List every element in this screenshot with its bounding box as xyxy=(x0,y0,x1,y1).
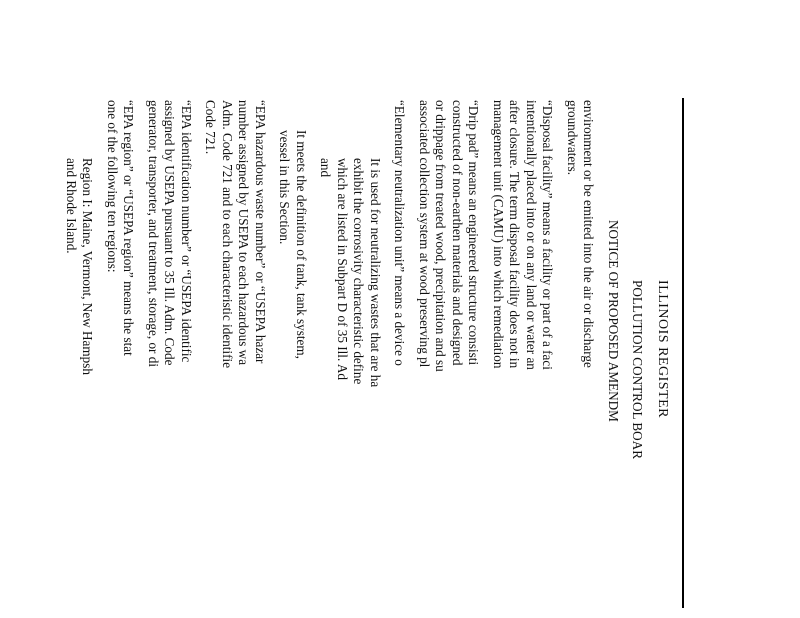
paragraph-disposal-facility xyxy=(490,100,556,618)
subparagraph-region-1 xyxy=(63,100,96,618)
text-line: vessel in this Section. xyxy=(277,130,293,245)
header-rule xyxy=(682,98,684,608)
text-line: management unit (CAMU) into which remediation xyxy=(491,100,506,369)
text-line: “EPA region” or “USEPA region” means the stat xyxy=(121,100,137,356)
text-line: “EPA identification number” or “USEPA identific xyxy=(179,100,194,363)
text-line: which are listed in Subpart D of 35 Ill. Ad xyxy=(335,158,350,380)
text-line: It meets the definition of tank, tank system, xyxy=(294,130,309,359)
text-line: “Disposal facility” means a facility or part of a faci xyxy=(540,100,556,370)
text-line: constructed of non-earthen materials and designed xyxy=(450,100,465,366)
text-line: “EPA hazardous waste number” or “USEPA hazar xyxy=(253,100,268,364)
text-line: Region I: Maine, Vermont, New Hampsh xyxy=(80,158,96,375)
paragraph-elementary-neutralization xyxy=(391,100,408,618)
text-line: “Drip pad” means an engineered structure consisti xyxy=(466,100,482,366)
text-line: one of the following ten regions: xyxy=(105,100,120,273)
text-line: and xyxy=(318,158,334,178)
text-line: exhibit the corrosivity characteristic define xyxy=(351,158,367,385)
text-line: “Elementary neutralization unit” means a device o xyxy=(392,100,408,366)
paragraph-p0 xyxy=(564,100,597,618)
paragraph-epa-hazardous-waste-number xyxy=(202,100,268,618)
text-line: intentionally placed into or on any land or water an xyxy=(524,100,539,370)
paragraph-drip-pad xyxy=(416,100,482,618)
text-line: number assigned by USEPA to each hazardous wa xyxy=(236,100,252,366)
board-title: POLLUTION CONTROL BOAR xyxy=(630,280,646,460)
text-line: groundwaters. xyxy=(565,100,580,176)
notice-title: NOTICE OF PROPOSED AMENDM xyxy=(606,220,621,422)
text-line: Adm. Code 721 and to each characteristic identifie xyxy=(220,100,235,369)
subparagraph-tank-definition xyxy=(276,100,309,618)
text-line: It is used for neutralizing wastes that are ha xyxy=(368,158,383,388)
text-line: after closure. The term disposal facility does not in xyxy=(507,100,523,369)
text-line: or drippage from treated wood, precipitation and su xyxy=(433,100,449,372)
subparagraph-neutralizing xyxy=(317,100,383,618)
paragraph-epa-region xyxy=(104,100,137,618)
rotated-document-body xyxy=(63,100,671,618)
paragraph-epa-identification-number xyxy=(145,100,195,618)
text-line: associated collection system at wood preserving pl xyxy=(417,100,432,368)
text-line: and Rhode Island. xyxy=(64,158,79,254)
text-line: assigned by USEPA pursuant to 35 Ill. Adm. Code xyxy=(162,100,178,366)
register-title: ILLINOIS REGISTER xyxy=(655,280,670,418)
text-line: Code 721. xyxy=(203,100,219,155)
text-line: environment or be emitted into the air or discharge xyxy=(581,100,597,368)
text-line: generator, transporter, and treatment, storage, or di xyxy=(146,100,161,367)
